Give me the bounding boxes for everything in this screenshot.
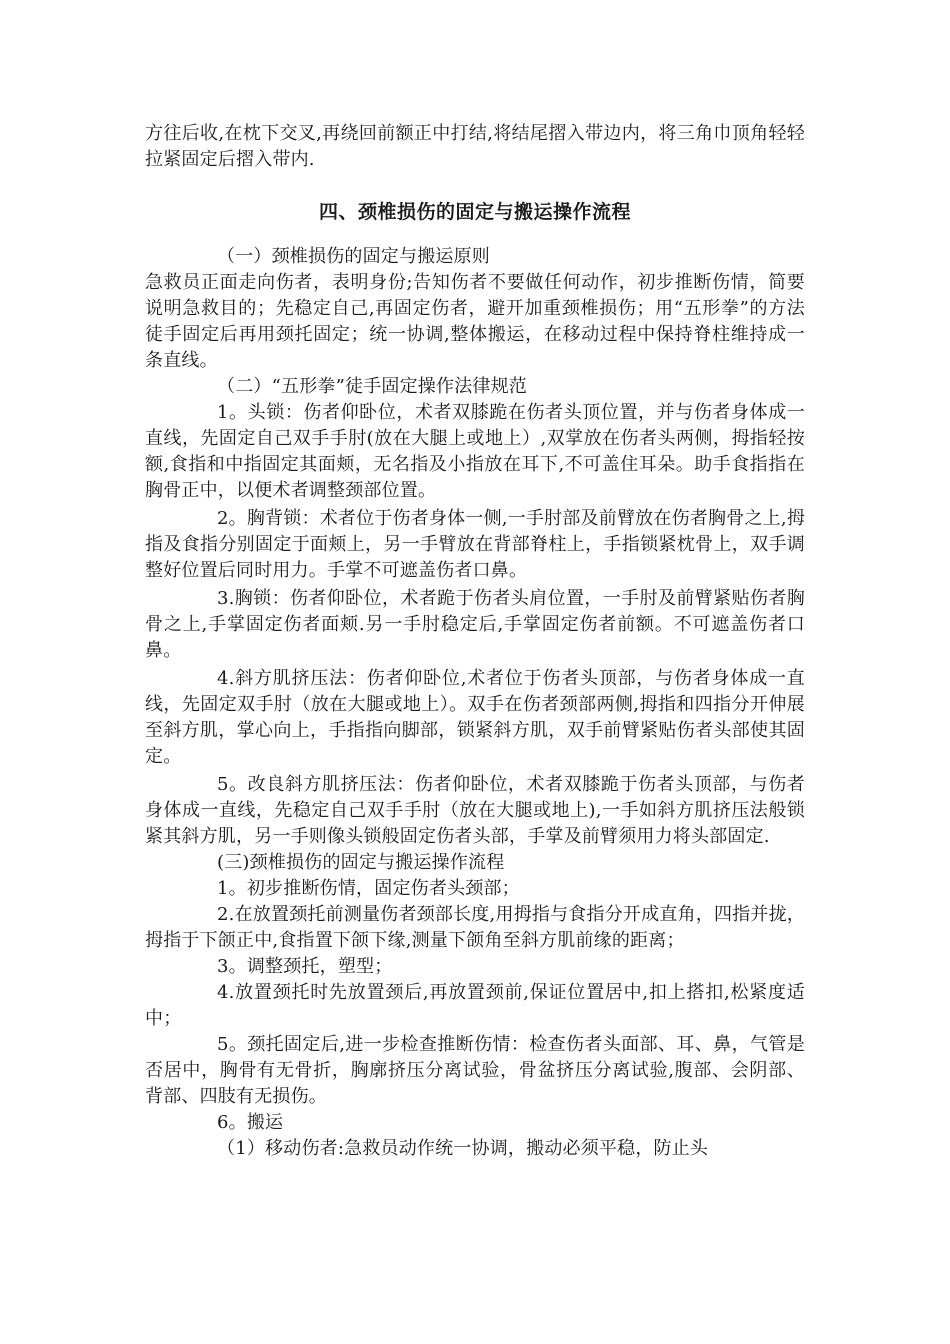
subsection-3-item: 6。搬运 bbox=[217, 1112, 284, 1133]
subsection-2-item: 4.斜方肌挤压法：伤者仰卧位,术者位于伤者头顶部，与伤者身体成一直线，先固定双手肘（放在大腿或地上）。双手在伤者颈部两侧,拇指和四指分开伸展至斜方肌，掌心向上，手指指向脚部，锁紧斜方肌，双手前臂紧贴伤者头部使其固定。 bbox=[145, 668, 805, 767]
subsection-3-heading: (三)颈椎损伤的固定与搬运操作流程 bbox=[217, 852, 505, 873]
subsection-3-item: 5。颈托固定后,进一步检查推断伤情：检查伤者头面部、耳、鼻，气管是否居中，胸骨有无骨折，胸廓挤压分离试验，骨盆挤压分离试验,腹部、会阴部、背部、四肢有无损伤。 bbox=[145, 1034, 805, 1107]
subsection-3-item: 3。调整颈托，塑型； bbox=[217, 956, 393, 977]
document-page bbox=[145, 121, 805, 1162]
subsection-3-item: 4.放置颈托时先放置颈后,再放置颈前,保证位置居中,扣上搭扣,松紧度适中； bbox=[145, 982, 805, 1029]
subsection-3-item: （1）移动伤者:急救员动作统一协调，搬动必须平稳，防止头 bbox=[217, 1138, 709, 1159]
subsection-1-body: 急救员正面走向伤者，表明身份;告知伤者不要做任何动作，初步推断伤情，简要说明急救目的；先稳定自己,再固定伤者，避开加重颈椎损伤；用“五形拳”的方法徒手固定后再用颈托固定；统一协调,整体搬运，在移动过程中保持脊柱维持成一条直线。 bbox=[145, 272, 805, 371]
subsection-1-heading: （一）颈椎损伤的固定与搬运原则 bbox=[217, 246, 490, 267]
subsection-2-item: 5。改良斜方肌挤压法：伤者仰卧位，术者双膝跪于伤者头顶部，与伤者身体成一直线，先稳定自己双手手肘（放在大腿或地上),一手如斜方肌挤压法般锁紧其斜方肌，另一手则像头锁般固定伤者头部，手掌及前臂须用力将头部固定. bbox=[145, 774, 805, 847]
subsection-3-item: 1。初步推断伤情，固定伤者头颈部； bbox=[217, 878, 520, 899]
subsection-2-item: 1。头锁：伤者仰卧位，术者双膝跪在伤者头顶位置，并与伤者身体成一直线，先固定自己双手手肘(放在大腿上或地上）,双掌放在伤者头两侧，拇指轻按额,食指和中指固定其面颊，无名指及小指放在耳下,不可盖住耳朵。助手食指指在胸骨正中，以便术者调整颈部位置。 bbox=[145, 402, 805, 501]
section-title: 四、颈椎损伤的固定与搬运操作流程 bbox=[318, 201, 631, 223]
continuation-paragraph: 方往后收,在枕下交叉,再绕回前额正中打结,将结尾摺入带边内，将三角巾顶角轻轻拉紧固定后摺入带内. bbox=[145, 123, 805, 170]
subsection-2-heading: （二）“五形拳”徒手固定操作法律规范 bbox=[217, 376, 528, 397]
subsection-2-item: 3.胸锁：伤者仰卧位，术者跪于伤者头肩位置，一手肘及前臂紧贴伤者胸骨之上,手掌固定伤者面颊.另一手肘稳定后,手掌固定伤者前额。不可遮盖伤者口鼻。 bbox=[145, 588, 805, 661]
subsection-2-item: 2。胸背锁：术者位于伤者身体一侧,一手肘部及前臂放在伤者胸骨之上,拇指及食指分别固定于面颊上，另一手臂放在背部脊柱上，手指锁紧枕骨上，双手调整好位置后同时用力。手掌不可遮盖伤者口鼻。 bbox=[145, 508, 805, 581]
subsection-3-item: 2.在放置颈托前测量伤者颈部长度,用拇指与食指分开成直角，四指并拢，拇指于下颌正中,食指置下颌下缘,测量下颌角至斜方肌前缘的距离； bbox=[145, 904, 805, 951]
